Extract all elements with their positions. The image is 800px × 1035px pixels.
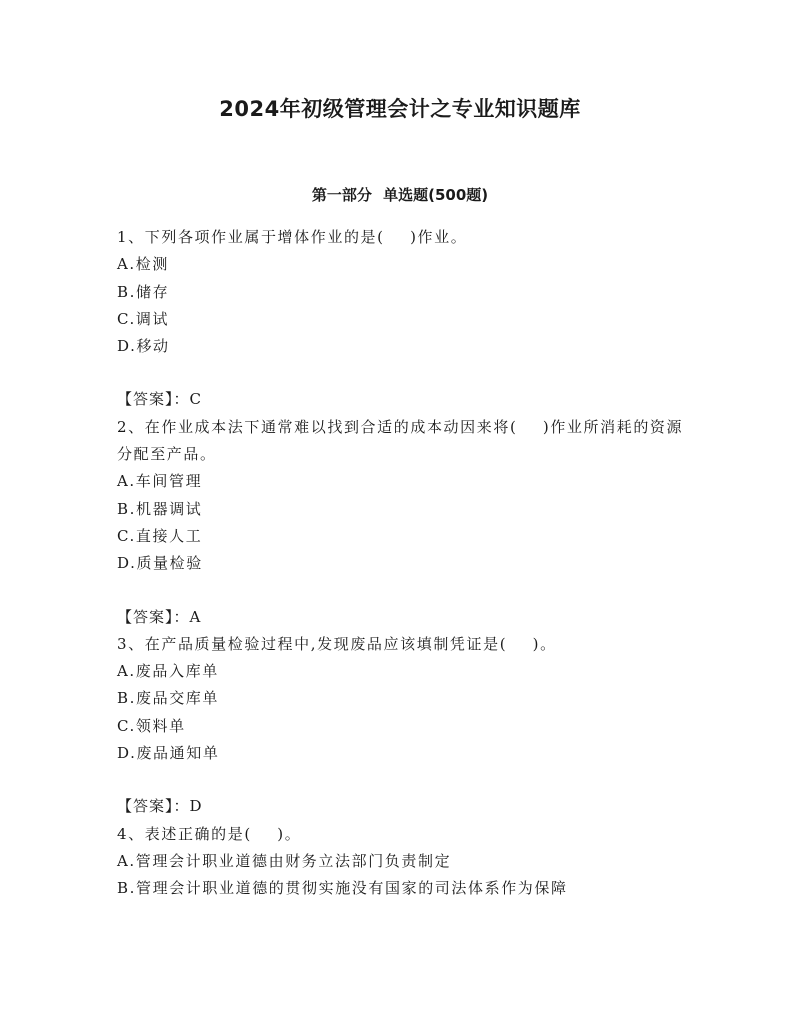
answer-value: C <box>189 390 203 409</box>
question-text: 4、表述正确的是( )。 <box>117 824 302 843</box>
question-text: 2、在作业成本法下通常难以找到合适的成本动因来将( )作业所消耗的资源分配至产品。 <box>117 417 684 464</box>
option-c: C.直接人工 <box>117 526 203 545</box>
question-text: 3、在产品质量检验过程中,发现废品应该填制凭证是( )。 <box>117 634 557 653</box>
option-d: D.移动 <box>117 337 170 356</box>
option-d: D.废品通知单 <box>117 744 220 763</box>
answer-value: A <box>189 607 202 626</box>
answer-line <box>117 793 697 820</box>
option-d: D.质量检验 <box>117 554 203 573</box>
section-title: 第一部分 单选题(500题) <box>311 186 489 204</box>
option-b: B.储存 <box>117 282 170 301</box>
question-block <box>117 414 697 631</box>
question-text: 1、下列各项作业属于增体作业的是( )作业。 <box>117 228 468 246</box>
option-a: A.管理会计职业道德由财务立法部门负责制定 <box>117 851 452 870</box>
answer-line <box>117 386 697 413</box>
option-a: A.检测 <box>117 255 170 274</box>
answer-label: 【答案】： <box>117 797 190 816</box>
answer-label: 【答案】： <box>117 607 190 626</box>
option-b: B.机器调试 <box>117 499 203 518</box>
answer-value: D <box>189 797 204 816</box>
question-block <box>117 821 697 903</box>
question-block <box>117 631 697 821</box>
option-c: C.领料单 <box>117 716 186 735</box>
option-b: B.管理会计职业道德的贯彻实施没有国家的司法体系作为保障 <box>117 879 568 898</box>
question-list <box>117 224 697 903</box>
answer-label: 【答案】： <box>117 390 190 409</box>
answer-line <box>117 604 697 631</box>
document-title: 2024年初级管理会计之专业知识题库 <box>219 97 581 121</box>
question-block <box>117 224 697 414</box>
option-a: A.车间管理 <box>117 472 203 491</box>
option-b: B.废品交库单 <box>117 689 219 708</box>
option-c: C.调试 <box>117 309 170 328</box>
option-a: A.废品入库单 <box>117 662 219 681</box>
